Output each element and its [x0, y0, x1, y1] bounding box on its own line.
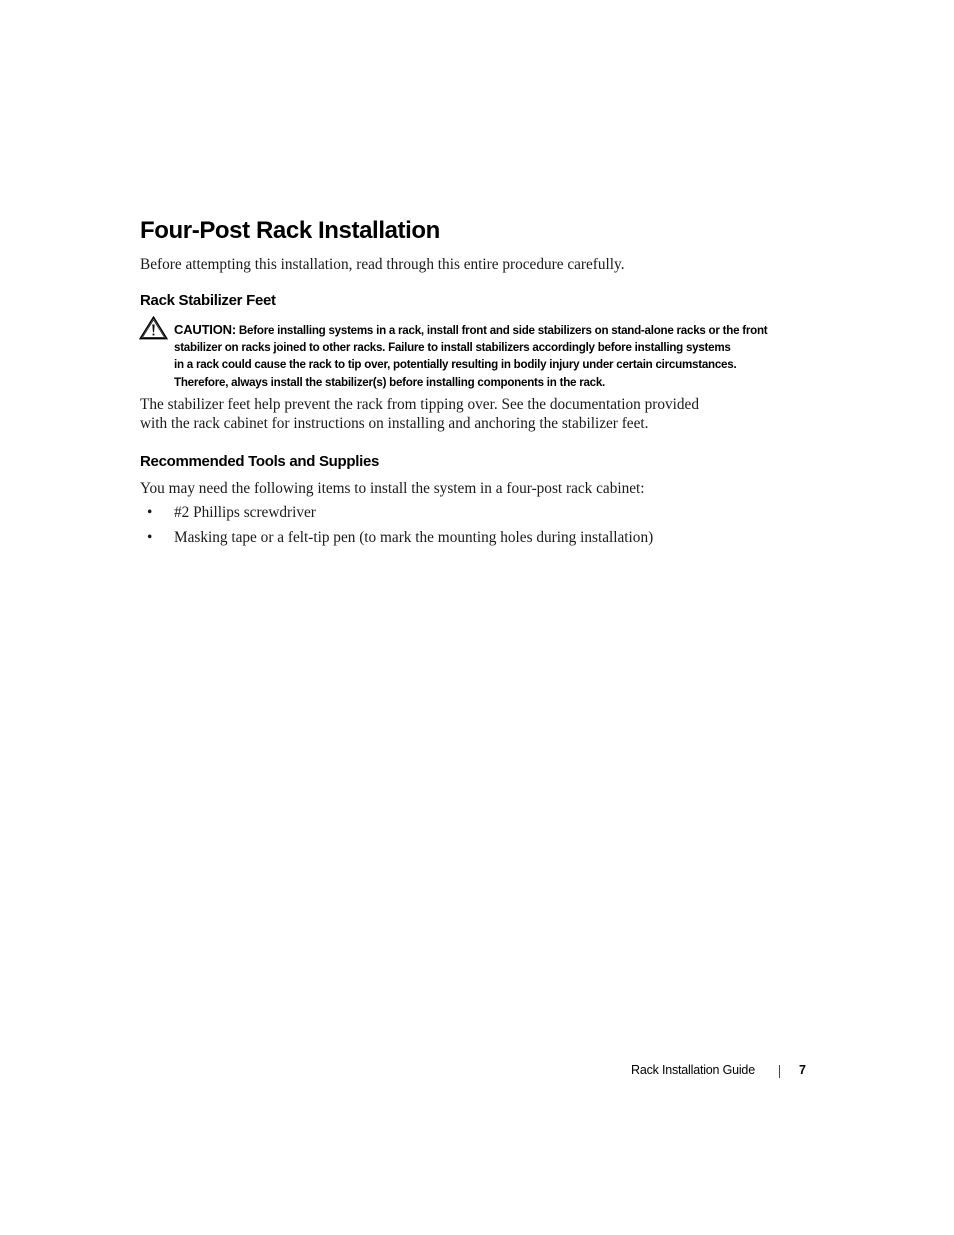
list-item — [140, 528, 653, 553]
footer-guide-title: Rack Installation Guide — [631, 1063, 755, 1077]
tools-list — [140, 503, 653, 553]
section-heading-tools-supplies: Recommended Tools and Supplies — [140, 453, 380, 470]
paragraph-line: with the rack cabinet for instructions on installing and anchoring the stabilizer feet. — [140, 415, 649, 432]
caution-label: CAUTION: — [174, 322, 236, 337]
tools-intro-paragraph: You may need the following items to install the system in a four-post rack cabinet: — [140, 480, 645, 497]
caution-notice — [174, 321, 824, 391]
bullet: • — [147, 529, 153, 546]
footer-separator — [779, 1065, 780, 1078]
caution-line-3: in a rack could cause the rack to tip over, potentially resulting in bodily injury under certain circumstances. — [174, 358, 737, 372]
list-item — [140, 503, 653, 528]
stabilizer-paragraph — [140, 395, 699, 433]
paragraph-line: The stabilizer feet help prevent the rack from tipping over. See the documentation provided — [140, 396, 699, 413]
list-item-text: Masking tape or a felt-tip pen (to mark the mounting holes during installation) — [174, 529, 654, 546]
caution-line-2: stabilizer on racks joined to other racks. Failure to install stabilizers accordingly before installing systems — [174, 341, 731, 355]
bullet: • — [147, 504, 153, 521]
caution-text: Before installing systems in a rack, install front and side stabilizers on stand-alone racks or the front — [235, 324, 768, 337]
list-item-text: #2 Phillips screwdriver — [174, 504, 316, 521]
page-title: Four-Post Rack Installation — [140, 217, 440, 244]
caution-line-1 — [174, 321, 824, 339]
warning-triangle-icon — [139, 316, 168, 340]
section-heading-stabilizer-feet: Rack Stabilizer Feet — [140, 292, 276, 309]
intro-paragraph: Before attempting this installation, read through this entire procedure carefully. — [140, 256, 625, 273]
page-number: 7 — [799, 1063, 806, 1077]
caution-line-4: Therefore, always install the stabilizer(s) before installing components in the rack. — [174, 375, 606, 389]
